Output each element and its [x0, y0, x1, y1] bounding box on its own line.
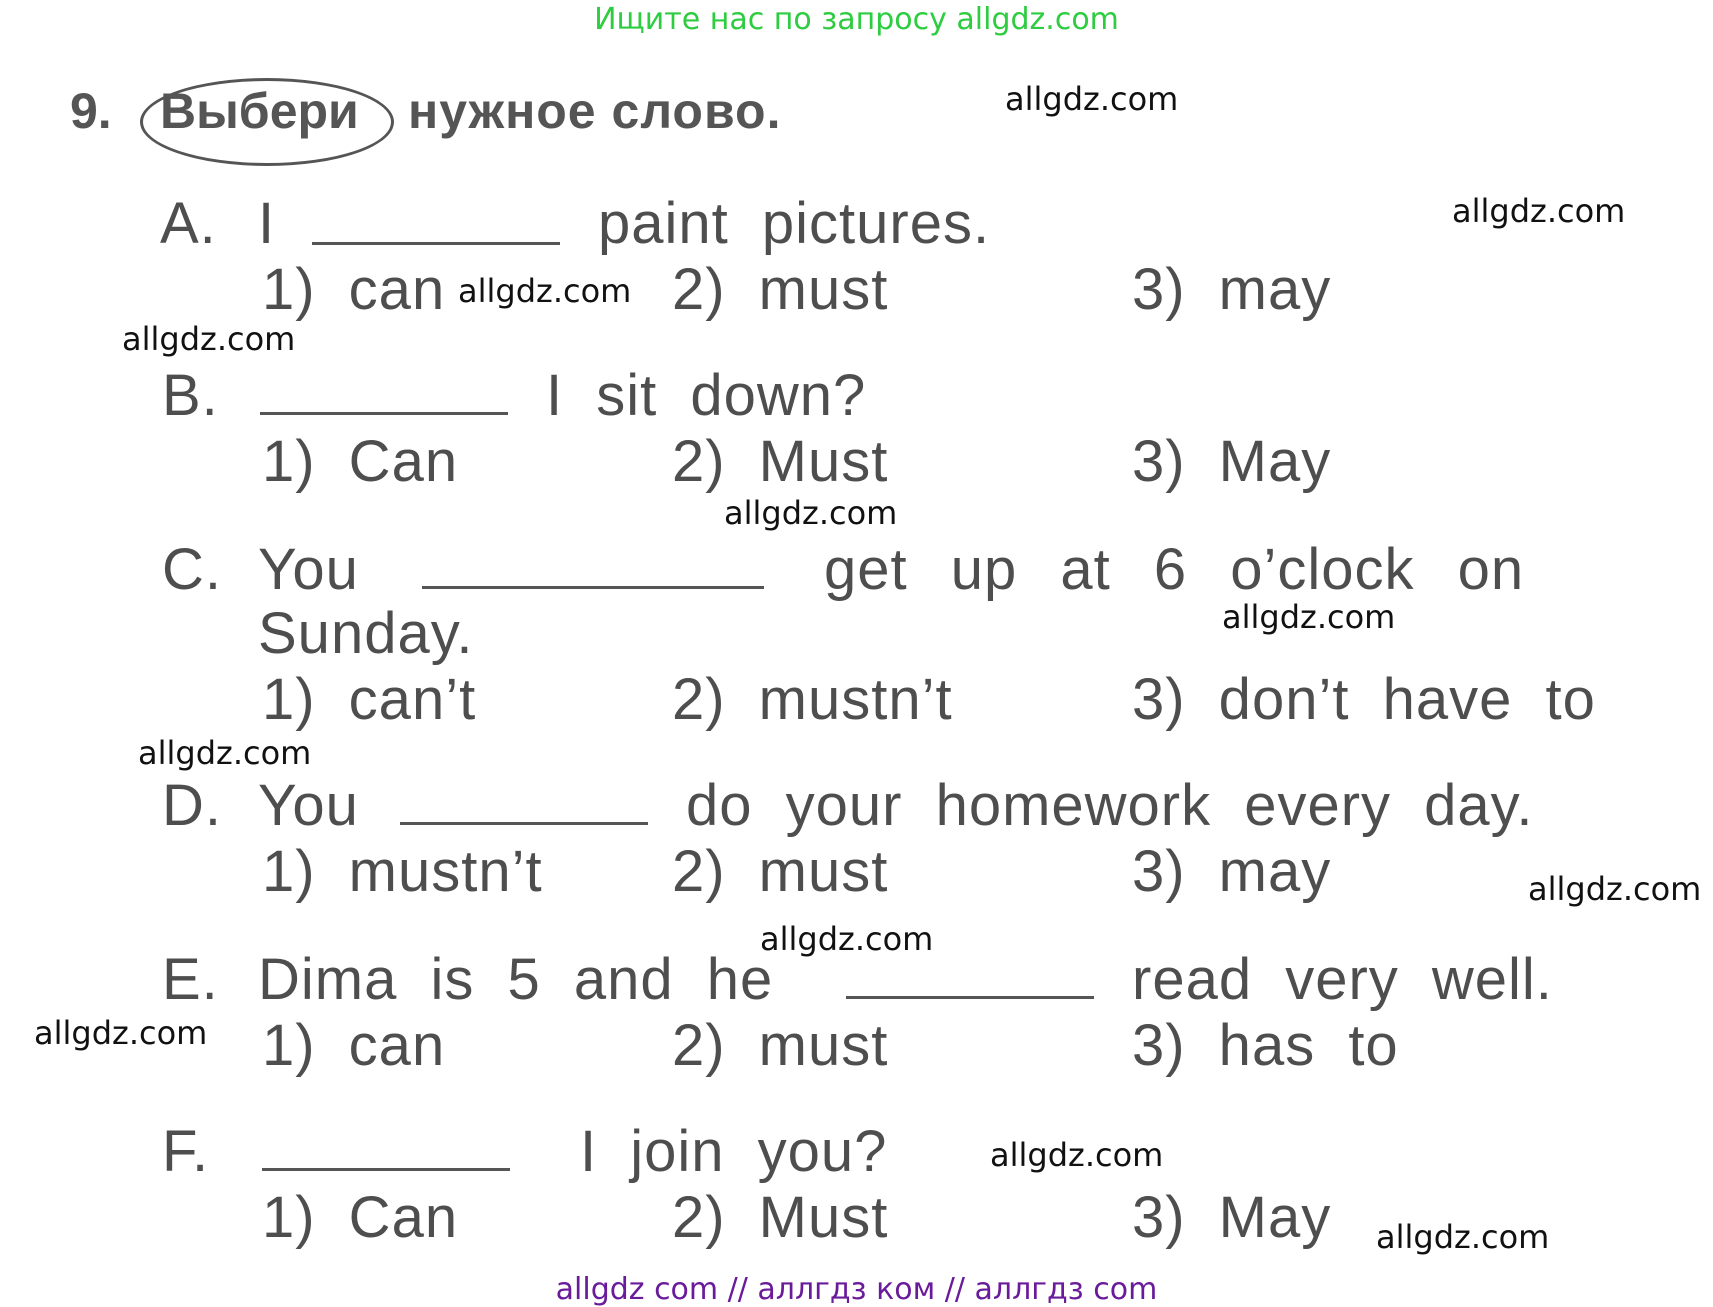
watermark: allgdz.com [1528, 870, 1702, 908]
item-f-blank[interactable] [262, 1168, 510, 1171]
item-d-blank[interactable] [400, 822, 648, 825]
item-c-continuation: Sunday. [258, 601, 474, 666]
item-e-option-2[interactable]: 2) must [672, 1013, 889, 1078]
item-b-option-1[interactable]: 1) Can [262, 429, 459, 494]
watermark: allgdz.com [1005, 80, 1179, 118]
item-c-option-2[interactable]: 2) mustn’t [672, 667, 953, 732]
item-e-before: Dima is 5 and he [258, 947, 774, 1012]
watermark: allgdz.com [1376, 1218, 1550, 1256]
item-b-letter: B. [162, 363, 219, 428]
item-d-option-3[interactable]: 3) may [1132, 839, 1332, 904]
top-banner: Ищите нас по запросу allgdz.com [594, 2, 1119, 37]
item-c-after: get up at 6 o’clock on [824, 537, 1525, 602]
bottom-banner: allgdz com // аллгдз ком // аллгдз com [555, 1272, 1158, 1307]
item-b-after: I sit down? [546, 363, 867, 428]
item-f-option-1[interactable]: 1) Can [262, 1185, 459, 1250]
item-a-after: paint pictures. [598, 191, 991, 256]
exercise-verb: Выбери [160, 83, 359, 139]
item-a-option-2[interactable]: 2) must [672, 257, 889, 322]
exercise-instruction: нужное слово. [408, 83, 782, 139]
item-e-blank[interactable] [846, 996, 1094, 999]
watermark: allgdz.com [138, 734, 312, 772]
item-d-before: You [258, 773, 359, 838]
item-a-before: I [258, 191, 276, 256]
item-a-option-1[interactable]: 1) can [262, 257, 446, 322]
item-d-after: do your homework every day. [686, 773, 1534, 838]
item-e-after: read very well. [1132, 947, 1553, 1012]
item-d-option-1[interactable]: 1) mustn’t [262, 839, 543, 904]
watermark: allgdz.com [1452, 192, 1626, 230]
item-d-option-2[interactable]: 2) must [672, 839, 889, 904]
watermark: allgdz.com [1222, 598, 1396, 636]
item-c-letter: C. [162, 537, 222, 602]
item-e-option-3[interactable]: 3) has to [1132, 1013, 1399, 1078]
watermark: allgdz.com [122, 320, 296, 358]
item-a-letter: A. [160, 191, 217, 256]
item-f-letter: F. [162, 1119, 210, 1184]
item-a-blank[interactable] [312, 242, 560, 245]
item-c-before: You [258, 537, 359, 602]
watermark: allgdz.com [990, 1136, 1164, 1174]
item-c-option-1[interactable]: 1) can’t [262, 667, 477, 732]
item-f-option-3[interactable]: 3) May [1132, 1185, 1332, 1250]
watermark: allgdz.com [724, 494, 898, 532]
item-f-option-2[interactable]: 2) Must [672, 1185, 889, 1250]
item-f-after: I join you? [580, 1119, 888, 1184]
item-a-option-3[interactable]: 3) may [1132, 257, 1332, 322]
watermark: allgdz.com [34, 1014, 208, 1052]
item-d-letter: D. [162, 773, 222, 838]
item-c-option-3[interactable]: 3) don’t have to [1132, 667, 1596, 732]
item-b-blank[interactable] [260, 412, 508, 415]
item-b-option-3[interactable]: 3) May [1132, 429, 1332, 494]
item-c-blank[interactable] [422, 586, 764, 589]
item-e-option-1[interactable]: 1) can [262, 1013, 446, 1078]
item-b-option-2[interactable]: 2) Must [672, 429, 889, 494]
watermark: allgdz.com [760, 920, 934, 958]
item-e-letter: E. [162, 947, 219, 1012]
watermark: allgdz.com [458, 272, 632, 310]
exercise-number: 9. [70, 83, 112, 139]
